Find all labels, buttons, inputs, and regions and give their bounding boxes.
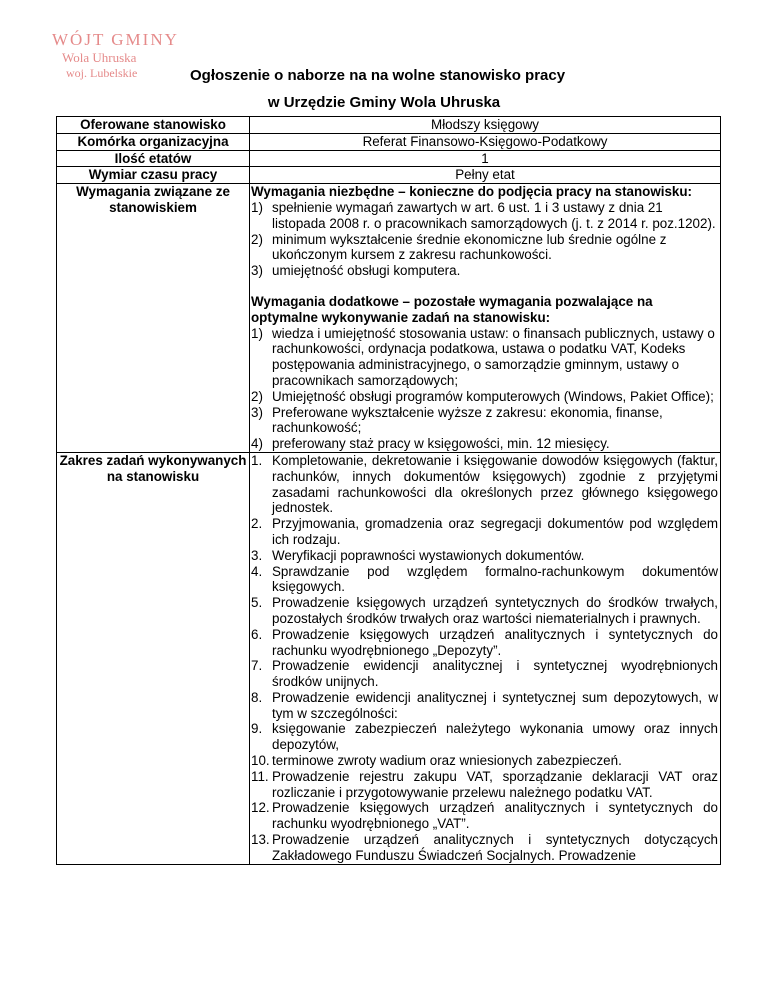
list-item [251, 753, 718, 769]
list-item [251, 453, 718, 516]
label-unit: Komórka organizacyjna [57, 133, 250, 150]
list-item-number: 8. [251, 689, 263, 705]
list-item-number: 13. [251, 832, 270, 848]
list-item [251, 690, 718, 722]
list-item-number: 2) [251, 388, 263, 404]
job-offer-table [56, 116, 721, 865]
list-item-number: 3) [251, 404, 263, 420]
label-tasks: Zakres zadań wykonywanych na stanowisku [57, 452, 250, 864]
list-item [251, 721, 718, 753]
document-subtitle: w Urzędzie Gminy Wola Uhruska [267, 94, 501, 111]
list-item-text: Sprawdzanie pod względem formalno-rachunkowym dokumentów księgowych. [272, 563, 718, 595]
list-item-number: 7. [251, 658, 263, 674]
list-item-number: 4. [251, 563, 263, 579]
list-item-text: Prowadzenie księgowych urządzeń analitycznych i syntetycznych do rachunku wyodrębnionego „Depozyty”. [272, 626, 718, 658]
list-item-text: Prowadzenie księgowych urządzeń syntetycznych do środków trwałych, pozostałych środków trwałych oraz wartości niematerialnych i prawnych. [272, 595, 718, 626]
list-item [251, 263, 718, 279]
list-item [251, 627, 718, 659]
tasks-cell [250, 452, 721, 864]
row-requirements [57, 184, 721, 453]
list-item-text: księgowanie zabezpieczeń należytego wykonania umowy oraz innych depozytów, [272, 721, 718, 753]
row-unit [57, 133, 721, 150]
list-item-number: 3) [251, 263, 263, 279]
list-item-number: 11. [251, 768, 269, 784]
row-position [57, 117, 721, 134]
list-item-text: preferowany staż pracy w księgowości, min. 12 miesięcy. [272, 436, 610, 452]
list-item [251, 658, 718, 690]
list-item-number: 6. [251, 626, 263, 642]
stamp-line-1: WÓJT GMINY [52, 30, 179, 49]
row-tasks [57, 452, 721, 864]
list-item [251, 200, 718, 232]
list-item-text: Przyjmowania, gromadzenia oraz segregacji dokumentów pod względem ich rodzaju. [272, 516, 718, 547]
row-time [57, 167, 721, 184]
list-item [251, 800, 718, 832]
list-item-number: 2) [251, 231, 263, 247]
value-unit: Referat Finansowo-Księgowo-Podatkowy [250, 133, 721, 150]
list-item-number: 1. [251, 452, 263, 468]
list-item-text: minimum wykształcenie średnie ekonomiczne lub średnie ogólne z ukończonym kursem z zakresu rachunkowości. [272, 231, 667, 263]
list-item-text: Prowadzenie urządzeń analitycznych i syntetycznych dotyczących Zakładowego Funduszu Świadczeń Socjalnych. Prowadzenie [272, 832, 718, 863]
necessary-heading: Wymagania niezbędne – konieczne do podjęcia pracy na stanowisku: [251, 184, 693, 200]
list-item-text: wiedza i umiejętność stosowania ustaw: o finansach publicznych, ustawy o rachunkowości, ordynacja podatkowa, ustawa o podatku VAT, Kodeks postępowania administracyjnego, o samorządzie gminnym, ustawy o pracownikach samorządowych; [272, 325, 715, 388]
label-position: Oferowane stanowisko [57, 117, 250, 134]
list-item-text: Prowadzenie ewidencji analitycznej i syntetycznej sum depozytowych, w tym w szczególności: [272, 689, 718, 721]
stamp-line-3: woj. Lubelskie [66, 65, 138, 80]
list-item-number: 4) [251, 436, 263, 452]
list-item-text: Kompletowanie, dekretowanie i księgowanie dowodów księgowych (faktur, rachunków, innych dokumentów księgowych) zgodnie z przyjętymi zasadami rachunkowości dla określonych przez głównego księgowego jednostek. [272, 452, 718, 516]
list-item-number: 1) [251, 325, 263, 341]
list-item [251, 564, 718, 596]
value-fte: 1 [250, 150, 721, 167]
value-position: Młodszy księgowy [250, 117, 721, 134]
list-item-number: 9. [251, 721, 263, 737]
stamp [52, 30, 179, 80]
list-item [251, 769, 718, 801]
list-item-text: umiejętność obsługi komputera. [272, 263, 461, 279]
list-item [251, 232, 718, 264]
list-item-number: 1) [251, 199, 263, 215]
list-item-text: Preferowane wykształcenie wyższe z zakresu: ekonomia, finanse, rachunkowość; [272, 404, 663, 436]
list-item-number: 10. [251, 753, 270, 769]
list-item [251, 436, 718, 452]
list-item [251, 832, 718, 864]
list-item [251, 405, 718, 437]
value-time: Pełny etat [250, 167, 721, 184]
list-item [251, 548, 718, 564]
list-item-number: 2. [251, 516, 263, 532]
list-item [251, 326, 718, 389]
label-requirements: Wymagania związane ze stanowiskiem [57, 184, 250, 453]
list-item-number: 3. [251, 547, 263, 563]
list-item [251, 595, 718, 627]
list-item-text: Umiejętność obsługi programów komputerowych (Windows, Pakiet Office); [272, 388, 714, 404]
requirements-cell [250, 184, 721, 453]
additional-heading: Wymagania dodatkowe – pozostałe wymagania pozwalające na optymalne wykonywanie zadań na stanowisku: [251, 293, 653, 325]
list-item-text: spełnienie wymagań zawartych w art. 6 ust. 1 i 3 ustawy z dnia 21 listopada 2008 r. o pracownikach samorządowych (j. t. z 2014 r. poz.1202). [272, 199, 716, 231]
label-time: Wymiar czasu pracy [57, 167, 250, 184]
tasks-list [251, 453, 718, 864]
necessary-list [251, 200, 718, 279]
list-item-text: Weryfikacji poprawności wystawionych dokumentów. [272, 547, 585, 563]
list-item-text: Prowadzenie ewidencji analitycznej i syntetycznej wyodrębnionych środków unijnych. [272, 658, 718, 690]
list-item-text: Prowadzenie rejestru zakupu VAT, sporządzanie deklaracji VAT oraz rozliczanie i przygotowywanie przelewu należnego podatku VAT. [272, 768, 718, 800]
list-item [251, 389, 718, 405]
list-item-text: terminowe zwroty wadium oraz wniesionych zabezpieczeń. [272, 753, 622, 769]
additional-list [251, 326, 718, 452]
stamp-line-2: Wola Uhruska [62, 50, 137, 66]
list-item-text: Prowadzenie księgowych urządzeń analitycznych i syntetycznych do rachunku wyodrębnionego „VAT”. [272, 800, 718, 832]
list-item-number: 5. [251, 595, 263, 611]
list-item-number: 12. [251, 800, 270, 816]
row-fte [57, 150, 721, 167]
document-title: Ogłoszenie o naborze na na wolne stanowisko pracy [190, 67, 566, 84]
label-fte: Ilość etatów [57, 150, 250, 167]
list-item [251, 516, 718, 548]
